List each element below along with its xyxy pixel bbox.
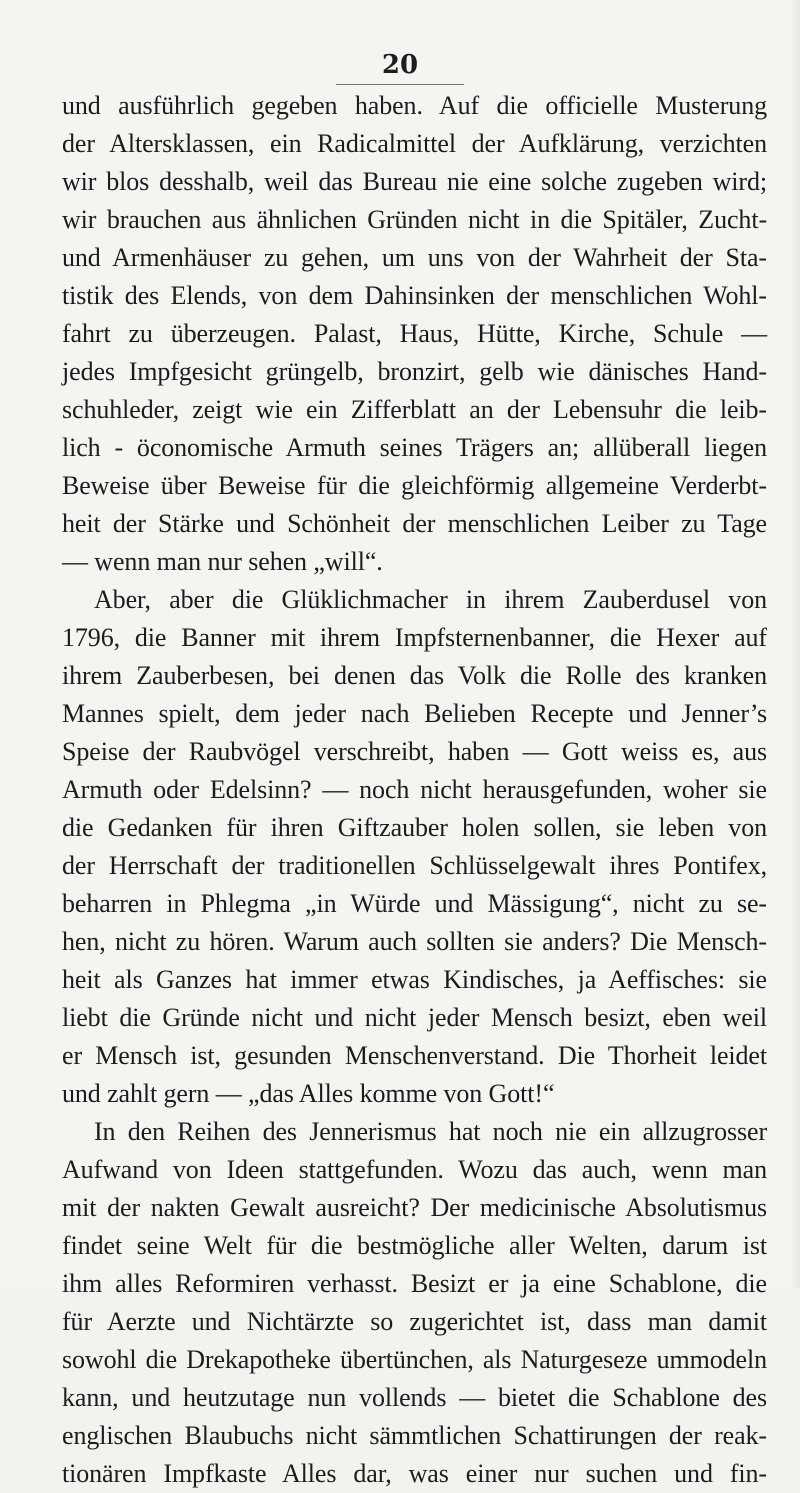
text-line: beharren in Phlegma „in Würde und Mässigung“, nicht zu se- [62, 889, 767, 918]
text-line: er Mensch ist, gesunden Menschenverstand. Die Thorheit leidet [62, 1041, 767, 1070]
text-line: findet seine Welt für die bestmögliche aller Welten, darum ist [62, 1231, 767, 1260]
text-line: lich - öconomische Armuth seines Trägers an; allüberall liegen [62, 433, 767, 462]
text-line: der Herrschaft der traditionellen Schlüsselgewalt ihres Pontifex, [62, 851, 767, 880]
page-edge-shadow [790, 0, 800, 1288]
page-number: 20 [381, 50, 419, 80]
text-line: mit der nakten Gewalt ausreicht? Der medicinische Absolutismus [62, 1193, 767, 1222]
text-line: und ausführlich gegeben haben. Auf die officielle Musterung [62, 91, 767, 120]
text-line: schuhleder, zeigt wie ein Zifferblatt an der Lebensuhr die leib- [62, 395, 767, 424]
text-line: tistik des Elends, von dem Dahinsinken der menschlichen Wohl- [62, 281, 767, 310]
text-line-paragraph-start: Aber, aber die Glüklichmacher in ihrem Zauberdusel von [94, 585, 767, 614]
text-line-paragraph-start: In den Reihen des Jennerismus hat noch nie ein allzugrosser [94, 1117, 767, 1146]
text-line: kann, und heutzutage nun vollends — bietet die Schablone des [62, 1383, 767, 1412]
text-line: englischen Blaubuchs nicht sämmtlichen Schattirungen der reak- [62, 1421, 767, 1450]
text-line: Speise der Raubvögel verschreibt, haben — Gott weiss es, aus [62, 737, 767, 766]
text-line: wir blos desshalb, weil das Bureau nie eine solche zugeben wird; [62, 167, 767, 196]
header-rule [336, 84, 464, 85]
text-line: Mannes spielt, dem jeder nach Belieben Recepte und Jenner’s [62, 699, 767, 728]
text-line: und Armenhäuser zu gehen, um uns von der Wahrheit der Sta- [62, 243, 767, 272]
text-line: tionären Impfkaste Alles dar, was einer nur suchen und fin- [62, 1459, 767, 1488]
text-line: 1796, die Banner mit ihrem Impfsternenbanner, die Hexer auf [62, 623, 767, 652]
text-line: für Aerzte und Nichtärzte so zugerichtet ist, dass man damit [62, 1307, 767, 1336]
text-line: Aufwand von Ideen stattgefunden. Wozu das auch, wenn man [62, 1155, 767, 1184]
text-line: der Altersklassen, ein Radicalmittel der Aufklärung, verzichten [62, 129, 767, 158]
text-line-paragraph-end: — wenn man nur sehen „will“. [62, 547, 383, 576]
text-line: wir brauchen aus ähnlichen Gründen nicht in die Spitäler, Zucht- [62, 205, 767, 234]
text-line: fahrt zu überzeugen. Palast, Haus, Hütte, Kirche, Schule — [62, 319, 767, 348]
text-line: Armuth oder Edelsinn? — noch nicht herausgefunden, woher sie [62, 775, 767, 804]
body-text [62, 87, 767, 1493]
text-line: heit der Stärke und Schönheit der menschlichen Leiber zu Tage [62, 509, 767, 538]
text-line: die Gedanken für ihren Giftzauber holen sollen, sie leben von [62, 813, 767, 842]
text-line: jedes Impfgesicht grüngelb, bronzirt, gelb wie dänisches Hand- [62, 357, 767, 386]
text-line: heit als Ganzes hat immer etwas Kindisches, ja Aeffisches: sie [62, 965, 767, 994]
text-line: liebt die Gründe nicht und nicht jeder Mensch besizt, eben weil [62, 1003, 767, 1032]
text-line: ihrem Zauberbesen, bei denen das Volk die Rolle des kranken [62, 661, 767, 690]
text-line: Beweise über Beweise für die gleichförmig allgemeine Verderbt- [62, 471, 767, 500]
text-line: ihm alles Reformiren verhasst. Besizt er ja eine Schablone, die [62, 1269, 767, 1298]
text-line: sowohl die Drekapotheke übertünchen, als Naturgeseze ummodeln [62, 1345, 767, 1374]
text-line-paragraph-end: und zahlt gern — „das Alles komme von Gott!“ [62, 1079, 555, 1108]
text-line: hen, nicht zu hören. Warum auch sollten sie anders? Die Mensch- [62, 927, 767, 956]
